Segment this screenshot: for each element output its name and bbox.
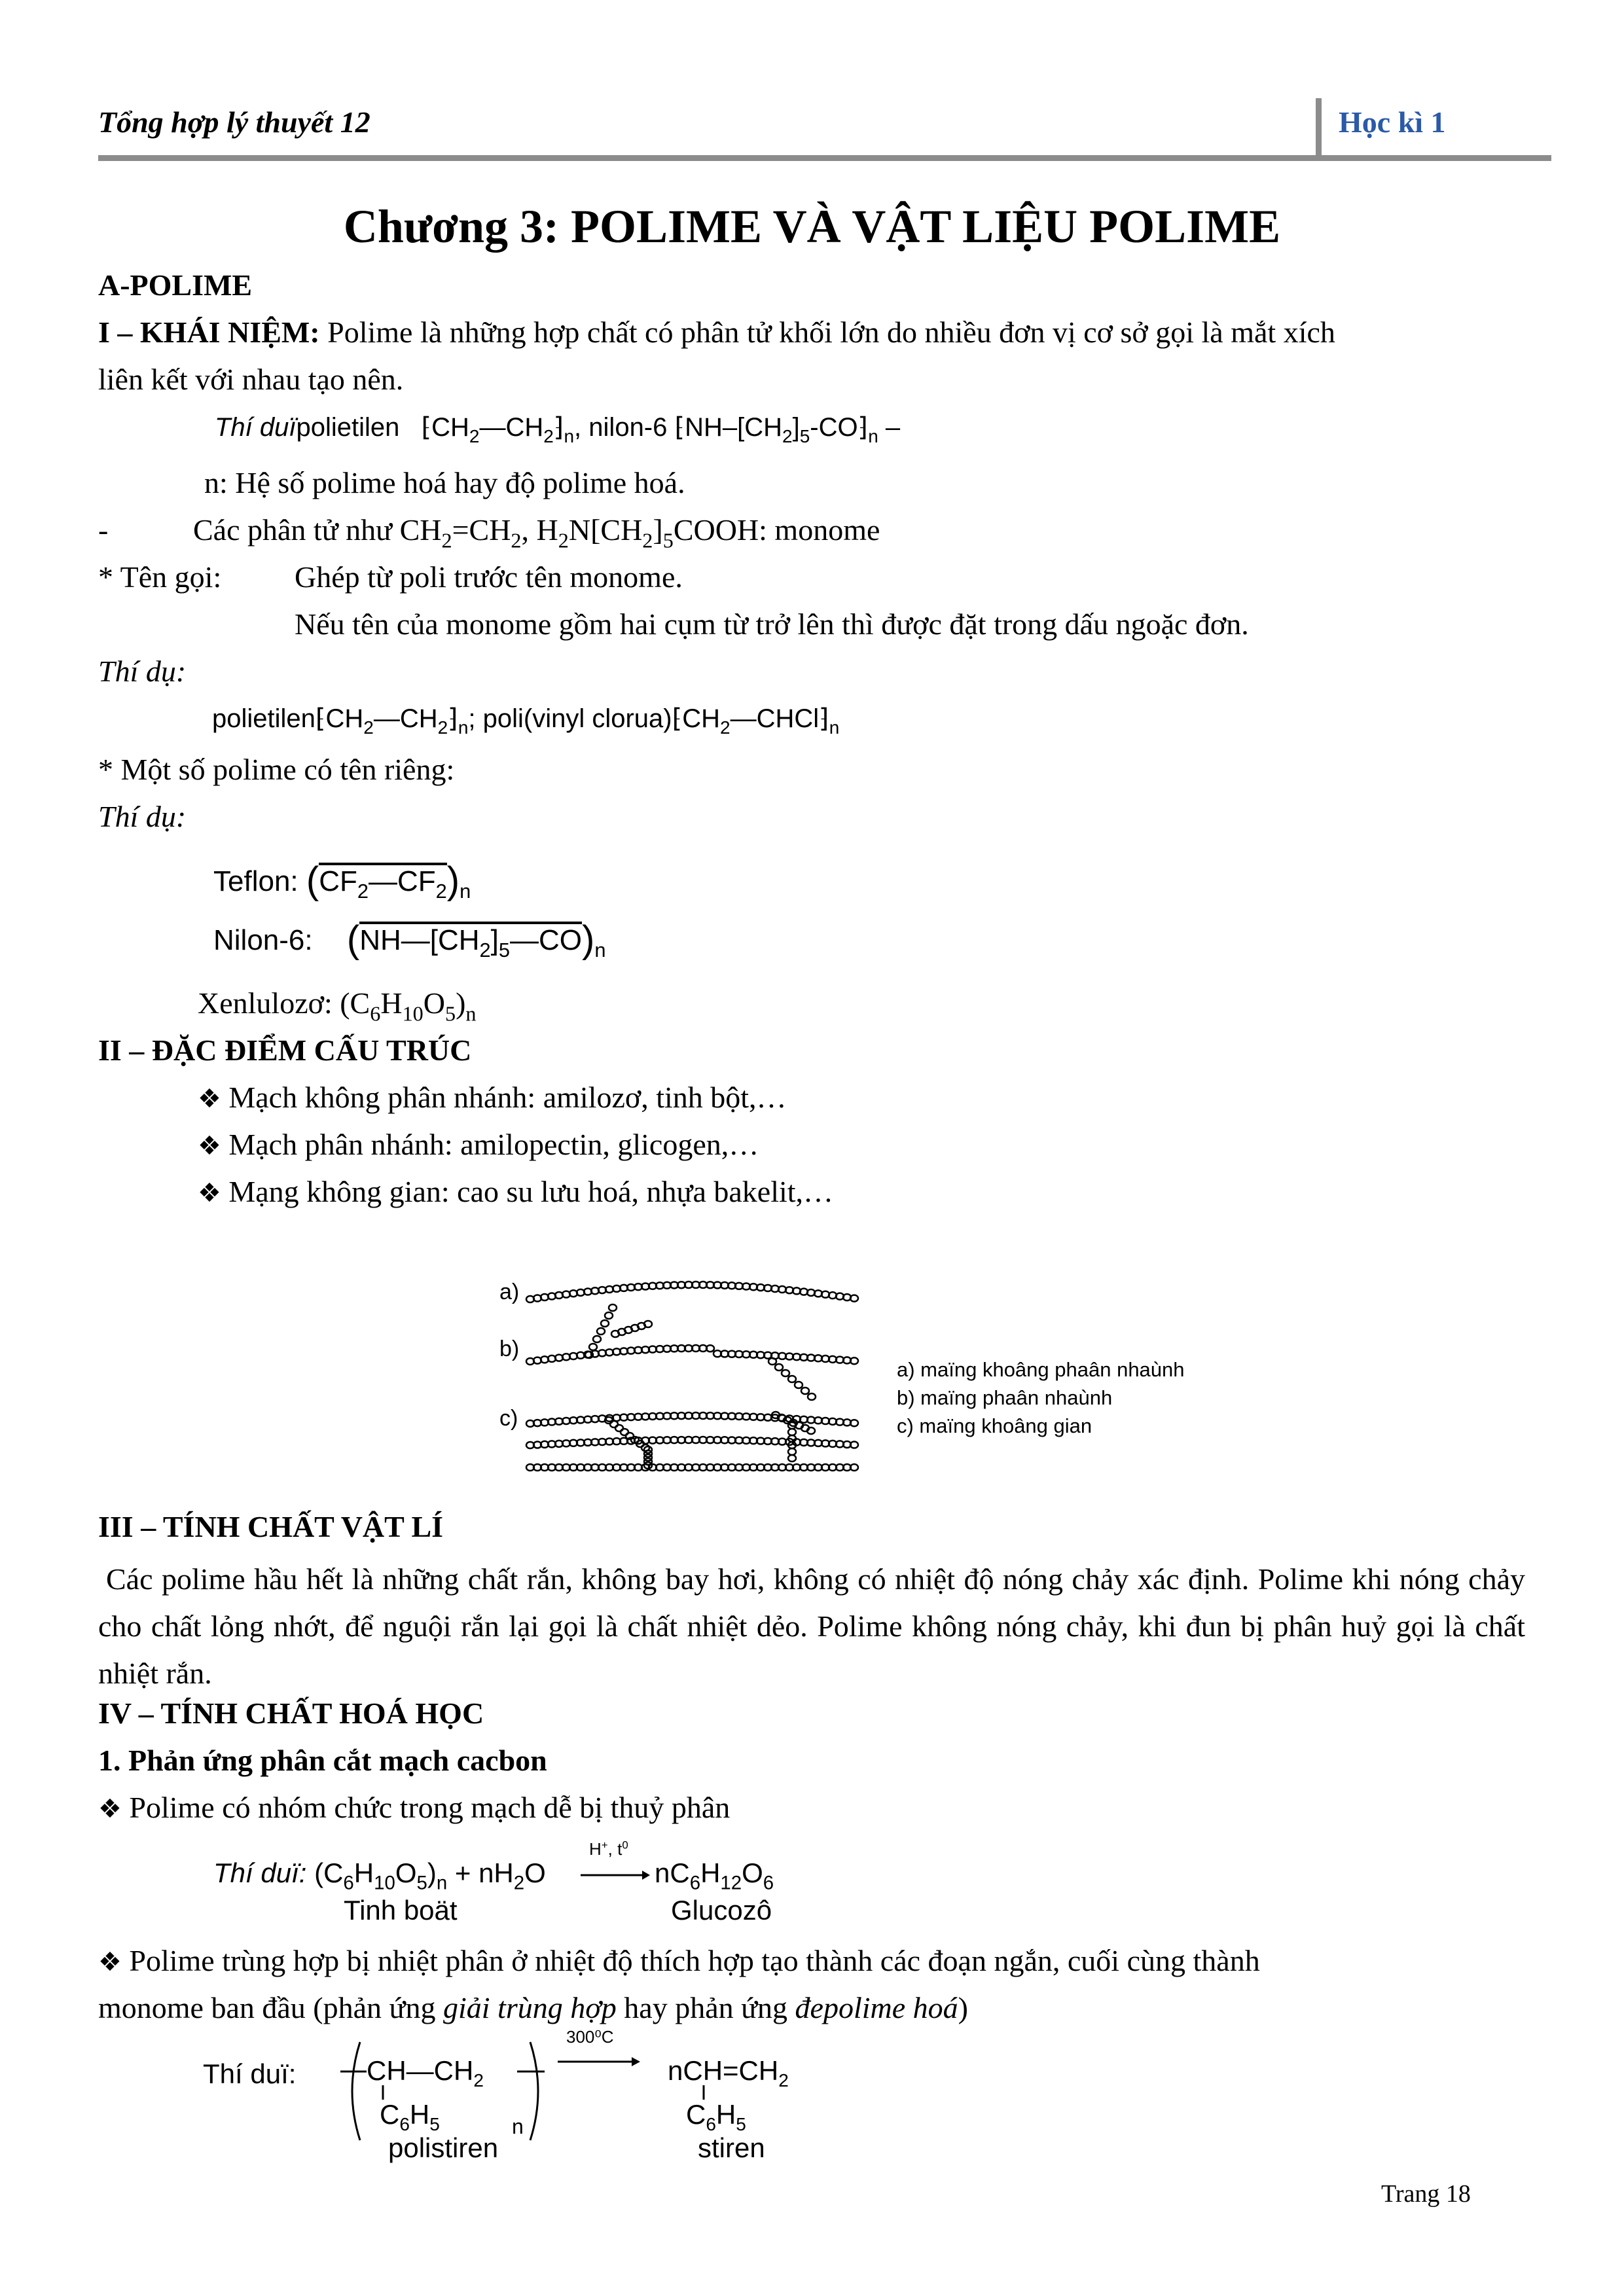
chain-bead <box>775 1364 783 1371</box>
legend-network: c) maïng khoâng gian <box>897 1414 1092 1437</box>
pvc-unit: $CH_2—CHCl$ <box>682 704 820 738</box>
legend-linear: a) maïng khoâng phaân nhaùnh <box>897 1358 1185 1381</box>
svg-text:nCH=CH2: $nCH=CH_2$ <box>668 2055 789 2090</box>
monomer-line: Các phân tử như $CH_2=CH_2$, $H_2N[CH_2]_5COOH$: monome <box>193 513 880 552</box>
eq1-condition: H+, $t^0$ <box>589 1839 628 1859</box>
section-1-line-1 <box>98 314 1335 350</box>
svg-text:C6H5: $C_6H_5$ <box>380 2099 440 2134</box>
pe-unit: $CH_2—CH_2$ <box>325 704 448 738</box>
diagram-label-a: a) <box>499 1280 520 1304</box>
chain-bead <box>601 1320 609 1327</box>
naming-label: * Tên gọi: <box>98 560 222 594</box>
polystyrene-structure <box>340 2036 550 2147</box>
hydrolysis-bullet: ❖ Polime có nhóm chức trong mạch dễ bị thuỷ phân <box>98 1791 731 1824</box>
styrene-structure <box>661 2036 831 2147</box>
svg-text:n: n <box>512 2115 524 2138</box>
dash-marker: - <box>98 513 109 547</box>
chain-bead <box>788 1455 796 1462</box>
polystyrene-name: polistiren <box>388 2132 499 2163</box>
teflon-formula: Teflon: $(CF_2—CF_2)_n$ <box>213 859 471 903</box>
diamond-bullet-icon: ❖ <box>198 1178 221 1208</box>
naming-rule-2: Nếu tên của monome gồm hai cụm từ trở lên thì được đặt trong dấu ngoặc đơn. <box>295 607 1249 641</box>
nylon-label: Nilon-6: <box>213 924 313 956</box>
example-1-formulas: Thí duïpolietilen $⁅CH_2—CH_2⁆_n$, nilon-6 $⁅NH-[CH_2]_5-CO⁆_n$ – <box>215 413 901 446</box>
diagram-label-c: c) <box>499 1406 518 1431</box>
section-4-heading: IV – TÍNH CHẤT HOÁ HỌC <box>98 1696 484 1730</box>
header-title: Tổng hợp lý thuyết 12 <box>98 105 370 139</box>
starch-name: Tinh boät <box>344 1895 458 1926</box>
polymer-structure-diagram <box>517 1263 884 1512</box>
header-semester: Học kì 1 <box>1339 105 1446 139</box>
starch-formula: $(C_6H_{10}O_5)_n$ <box>314 1857 448 1894</box>
eq2-label: Thí duï: <box>203 2058 297 2089</box>
section-a-heading: A-POLIME <box>98 268 253 302</box>
cellulose-formula: Xenlulozơ: $(C_6H_{10}O_5)_n$ <box>198 986 477 1026</box>
glucose-name: Glucozô <box>671 1895 772 1926</box>
example-2-formulas: $polietilen⁅CH_2—CH_2⁆_n$; poli(vinyl $clorua)⁅CH_2—CHCl⁆_n$ <box>212 704 840 738</box>
legend-branched: b) maïng phaân nhaùnh <box>897 1386 1113 1409</box>
chain-bead <box>788 1376 796 1382</box>
section-4-sub-1: 1. Phản ứng phân cắt mạch cacbon <box>98 1744 547 1777</box>
structure-bullet-2: ❖ Mạch phân nhánh: amilopectin, glicogen,… <box>198 1128 759 1161</box>
styrene-name: stiren <box>698 2132 765 2163</box>
structure-bullet-3: ❖ Mạng không gian: cao su lưu hoá, nhựa bakelit,… <box>198 1175 834 1208</box>
chain-bead <box>593 1336 601 1342</box>
hydrolysis-equation: Thí duï: $(C_6H_{10}O_5)_n + nH_2O$ <box>213 1857 546 1894</box>
example-1-label: Thí duï <box>215 413 297 442</box>
pe-name: polietilen <box>212 704 316 733</box>
chain-bead <box>609 1304 617 1311</box>
naming-rule-1: Ghép từ poli trước tên monome. <box>295 560 683 594</box>
section-1-heading: I – KHÁI NIỆM: <box>98 315 320 349</box>
diamond-bullet-icon: ❖ <box>198 1131 221 1161</box>
page-number: Trang 18 <box>1381 2180 1471 2208</box>
diamond-bullet-icon: ❖ <box>98 1794 122 1824</box>
depolymerization-bullet-line-2: monome ban đầu (phản ứng giải trùng hợp hay phản ứng đepolime hoá) <box>98 1991 968 2024</box>
chain-bead <box>808 1393 816 1400</box>
chain-bead <box>597 1328 605 1335</box>
section-1-definition: Polime là những hợp chất có phân tử khối lớn do nhiều đơn vị cơ sở gọi là mắt xích <box>327 315 1335 349</box>
special-names-label: * Một số polime có tên riêng: <box>98 753 455 786</box>
diamond-bullet-icon: ❖ <box>198 1084 221 1114</box>
eq1-label: Thí duï: <box>213 1857 307 1888</box>
eq1-arrow <box>579 1869 651 1882</box>
eq2-condition: 300⁰C <box>566 2027 614 2047</box>
diagram-label-b: b) <box>499 1336 520 1361</box>
chain-bead <box>788 1429 796 1435</box>
diamond-bullet-icon: ❖ <box>98 1947 122 1977</box>
chain-bead <box>795 1382 803 1388</box>
chapter-title: Chương 3: POLIME VÀ VẬT LIỆU POLIME <box>343 200 1281 253</box>
physical-properties-text: Các polime hầu hết là những chất rắn, không bay hơi, không có nhiệt độ nóng chảy xác định. Polime khi nóng chảy cho chất lỏng nhớt, để nguội rắn lại gọi là chất nhiệt dẻo. Polime không nóng chảy, khi đun bị phân huỷ gọi là chất nhiệt rắn. <box>98 1562 1525 1690</box>
section-1-line-2: liên kết với nhau tạo nên. <box>98 363 404 396</box>
svg-text:C6H5: $C_6H_5$ <box>686 2099 746 2134</box>
example-1-nylon-unit: $NH-[CH_2]_5-CO$ <box>685 413 858 446</box>
chain-bead <box>768 1358 776 1365</box>
example-1-polyethylene-name: polietilen <box>296 413 400 442</box>
chain-bead <box>589 1344 597 1350</box>
degree-of-polymerization: n: Hệ số polime hoá hay độ polime hoá. <box>204 466 685 499</box>
nylon-formula: Nilon-6: $(NH—[CH_2]_5—CO)_n$ <box>213 918 606 961</box>
glucose-formula: $nC_6H_{12}O_6$ <box>655 1857 774 1894</box>
structure-bullet-1: ❖ Mạch không phân nhánh: amilozơ, tinh bột,… <box>198 1081 787 1114</box>
example-2-label: Thí dụ: <box>98 655 187 688</box>
header-divider <box>1316 98 1322 160</box>
chain-bead <box>788 1448 796 1455</box>
example-3-label: Thí dụ: <box>98 800 187 833</box>
pvc-name: ; poli(vinyl clorua) <box>468 704 672 733</box>
chain-bead <box>605 1312 613 1319</box>
chain-bead <box>801 1388 809 1394</box>
eq2-arrow <box>556 2055 641 2068</box>
depolymerization-bullet-line-1: ❖ Polime trùng hợp bị nhiệt phân ở nhiệt độ thích hợp tạo thành các đoạn ngắn, cuối cùng thành <box>98 1944 1260 1977</box>
svg-text:CH—CH2: $CH—CH_2$ <box>367 2055 484 2090</box>
teflon-label: Teflon: <box>213 865 298 897</box>
chain-bead <box>782 1370 789 1376</box>
example-1-nylon-name: nilon-6 <box>588 413 668 442</box>
header-rule <box>98 155 1551 161</box>
example-1-polyethylene-unit: $CH_2—CH_2$ <box>431 413 554 446</box>
section-2-heading: II – ĐẶC ĐIỂM CẤU TRÚC <box>98 1033 472 1067</box>
section-3-heading: III – TÍNH CHẤT VẬT LÍ <box>98 1510 444 1543</box>
